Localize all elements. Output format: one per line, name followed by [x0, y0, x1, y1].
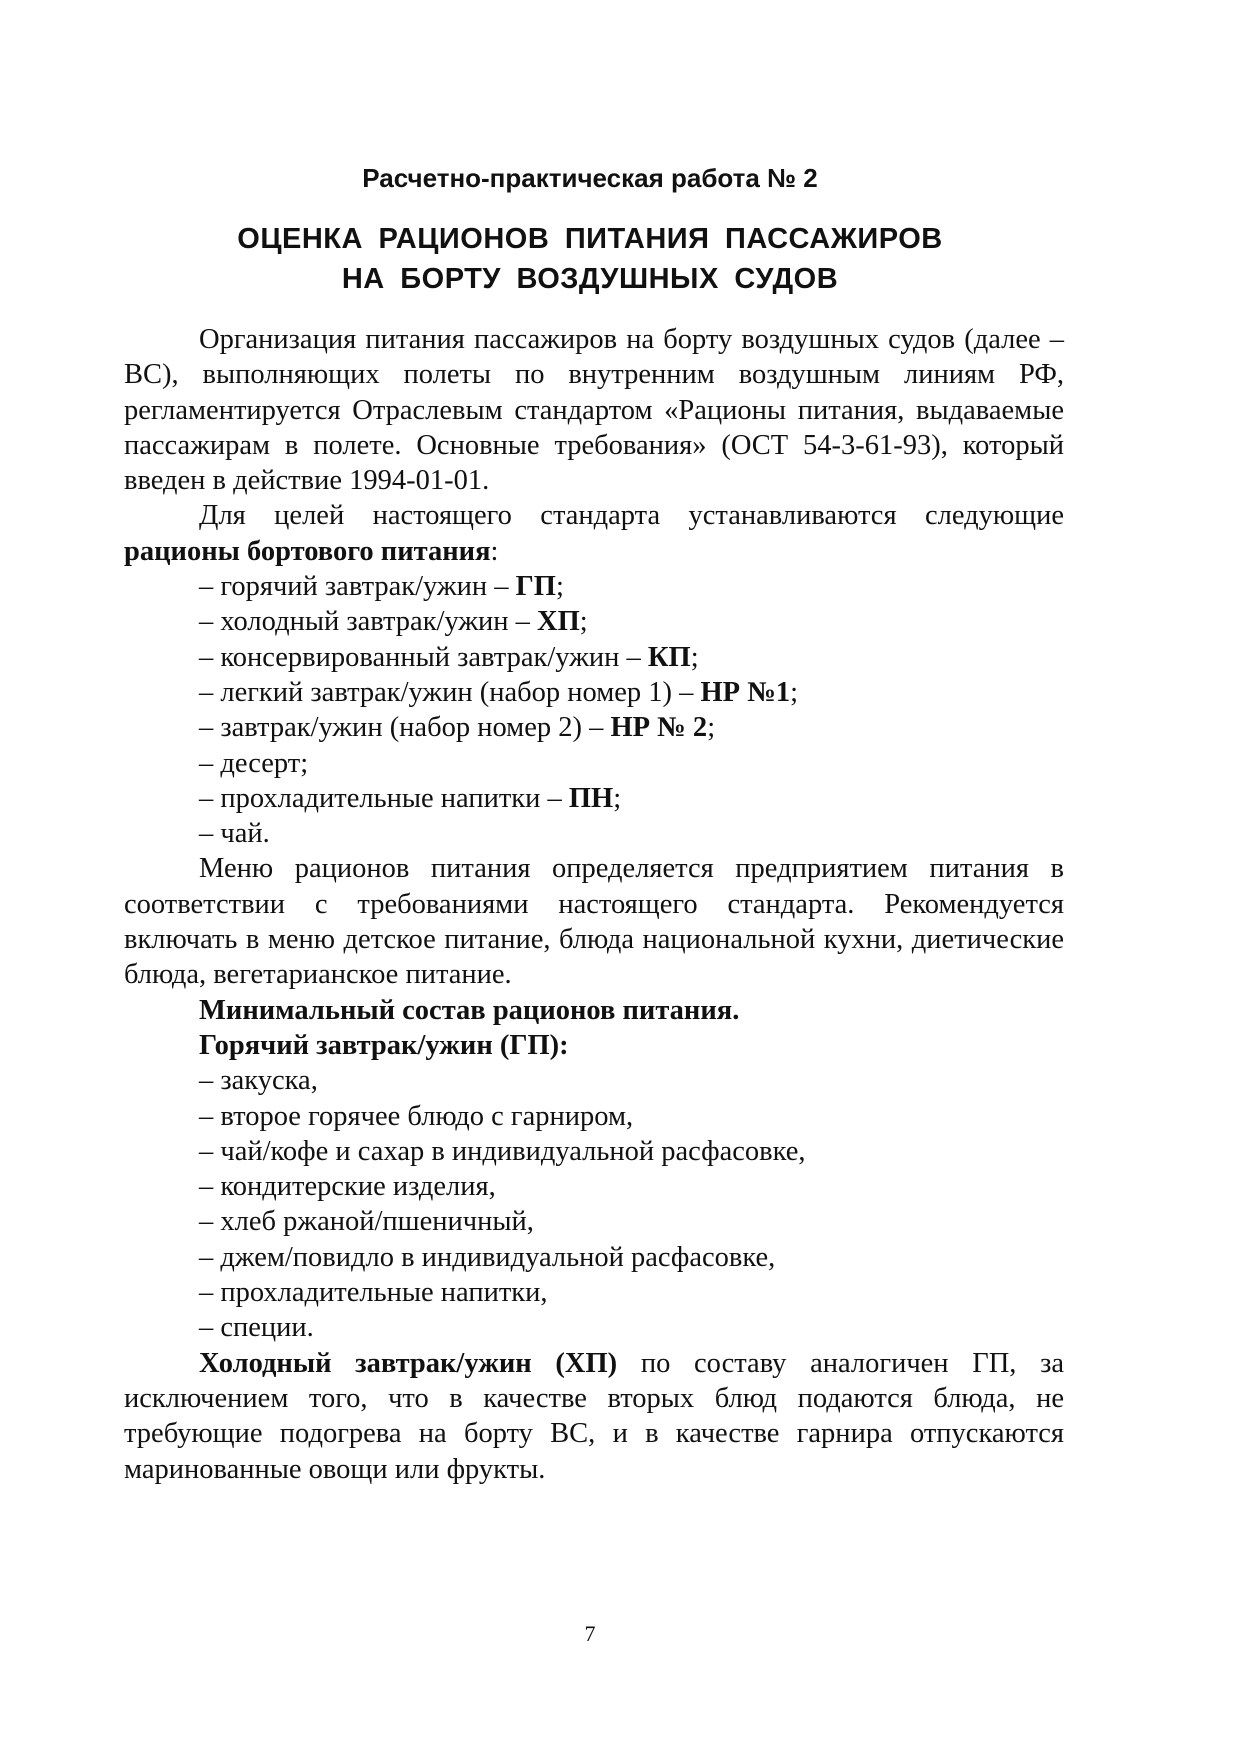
- list-item: – прохладительные напитки – ПН;: [199, 782, 622, 814]
- main-title-line-2: НА БОРТУ ВОЗДУШНЫХ СУДОВ: [341, 263, 839, 295]
- hot-meal-heading: Горячий завтрак/ужин (ГП):: [199, 1029, 569, 1061]
- list-item: – консервированный завтрак/ужин – КП;: [199, 641, 699, 673]
- rations-intro-paragraph: [124, 498, 1064, 569]
- list-item: – джем/повидло в индивидуальной расфасовке,: [199, 1241, 776, 1273]
- list-item: – завтрак/ужин (набор номер 2) – НР № 2;: [199, 712, 716, 744]
- work-title: Расчетно-практическая работа № 2: [362, 163, 818, 193]
- cold-meal-text: по составу аналогичен ГП, за исключением того, что в качестве вторых блюд подаются блюда, не требующие подогрева на борту ВС, и в качестве гарнира отпускаются маринованные овощи или фрукты.: [124, 1347, 1064, 1485]
- rations-intro-text: Для целей настоящего стандарта устанавливаются следующие: [199, 500, 1064, 532]
- menu-paragraph: Меню рационов питания определяется предприятием питания в соответствии с требованиями настоящего стандарта. Рекомендуется включать в меню детское питание, блюда национальной кухни, диетические блюда, вегетарианское питание.: [124, 853, 1064, 991]
- list-item: – прохладительные напитки,: [199, 1277, 548, 1309]
- list-item: – десерт;: [199, 747, 309, 779]
- intro-paragraph: Организация питания пассажиров на борту воздушных судов (далее – ВС), выполняющих полеты по внутренним воздушным линиям РФ, регламентируется Отраслевым стандартом «Рационы питания, выдаваемые пассажирам в полете. Основные требования» (ОСТ 54-3-61-93), который введен в действие 1994-01-01.: [124, 324, 1064, 497]
- list-item: – чай.: [199, 818, 270, 850]
- list-item: – второе горячее блюдо с гарниром,: [199, 1100, 634, 1132]
- list-item: – холодный завтрак/ужин – ХП;: [199, 606, 588, 638]
- page-number: 7: [584, 1621, 596, 1646]
- main-title: [0, 219, 1180, 299]
- list-item: – специи.: [199, 1312, 314, 1344]
- cold-meal-bold: Холодный завтрак/ужин (ХП): [199, 1347, 618, 1379]
- main-title-line-1: ОЦЕНКА РАЦИОНОВ ПИТАНИЯ ПАССАЖИРОВ: [237, 223, 943, 255]
- list-item: – хлеб ржаной/пшеничный,: [199, 1206, 534, 1238]
- cold-meal-paragraph: [124, 1346, 1064, 1487]
- rations-intro-bold: рационы бортового питания: [124, 535, 491, 567]
- min-composition-heading: Минимальный состав рационов питания.: [199, 994, 740, 1026]
- list-item: – легкий завтрак/ужин (набор номер 1) – НР №1;: [199, 676, 799, 708]
- list-item: – закуска,: [199, 1065, 318, 1097]
- document-body: [124, 322, 1064, 1487]
- rations-intro-suffix: :: [490, 535, 499, 567]
- list-item: – кондитерские изделия,: [199, 1171, 496, 1203]
- list-item: – горячий завтрак/ужин – ГП;: [199, 571, 564, 603]
- list-item: – чай/кофе и сахар в индивидуальной расфасовке,: [199, 1135, 806, 1167]
